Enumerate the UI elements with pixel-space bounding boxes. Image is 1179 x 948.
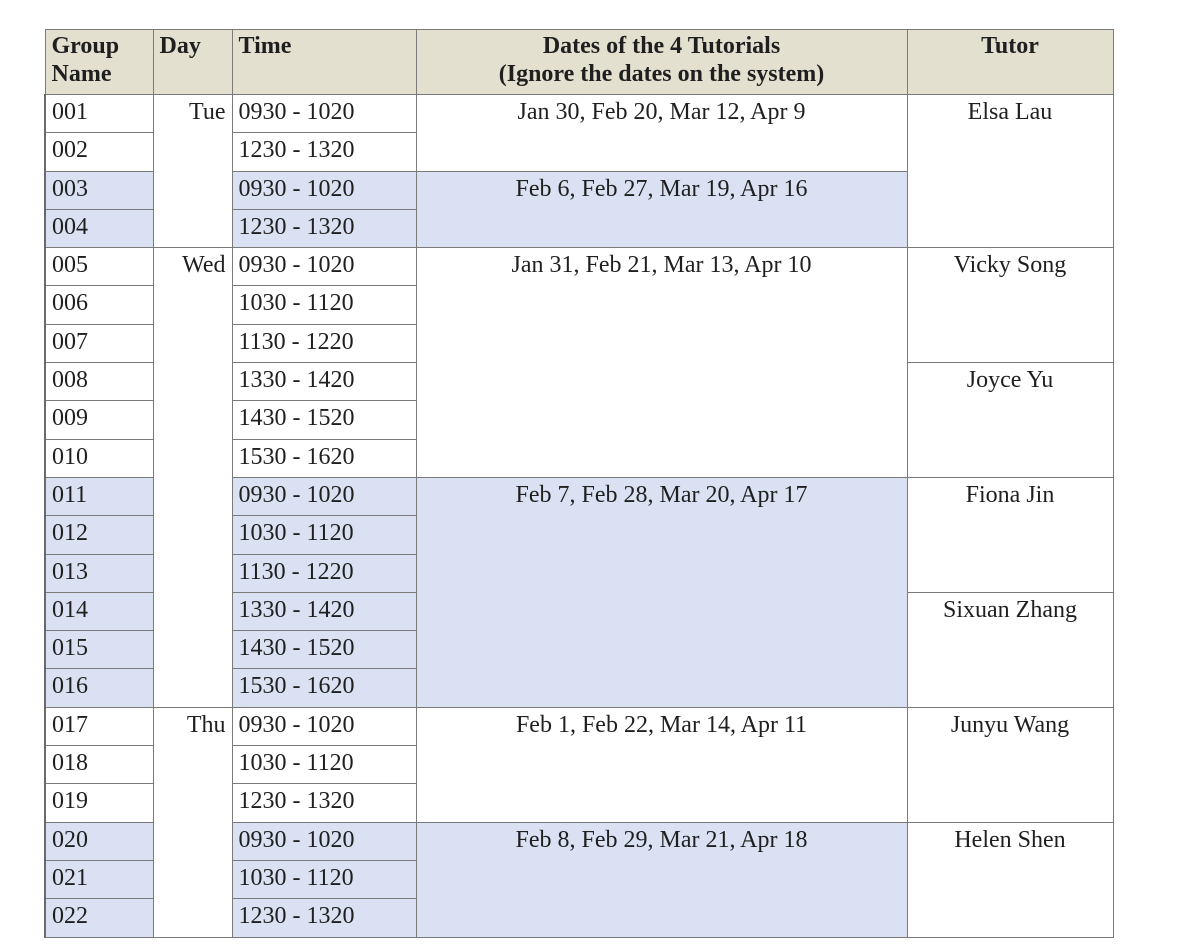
header-dates-line1: Dates of the 4 Tutorials <box>542 33 781 59</box>
tutor-cell: Elsa Lau <box>907 95 1113 248</box>
group-name-cell: 007 <box>45 324 153 362</box>
group-name-cell: 011 <box>45 477 153 515</box>
time-cell: 1430 - 1520 <box>232 631 416 669</box>
tutorial-dates-cell: Feb 1, Feb 22, Mar 14, Apr 11 <box>416 707 907 822</box>
time-cell: 1230 - 1320 <box>232 899 416 937</box>
group-name-cell: 013 <box>45 554 153 592</box>
time-cell: 1330 - 1420 <box>232 363 416 401</box>
header-group-line1: Group <box>51 33 120 59</box>
tutorial-dates-cell: Feb 8, Feb 29, Mar 21, Apr 18 <box>416 822 907 937</box>
time-cell: 1030 - 1120 <box>232 286 416 324</box>
header-day: Day <box>153 30 232 95</box>
time-cell: 1530 - 1620 <box>232 669 416 707</box>
header-row <box>45 30 1113 95</box>
group-name-cell: 016 <box>45 669 153 707</box>
header-dates-line2: (Ignore the dates on the system) <box>498 61 825 87</box>
table-row <box>45 248 1113 286</box>
tutor-cell: Helen Shen <box>907 822 1113 937</box>
table-row <box>45 95 1113 133</box>
group-name-cell: 003 <box>45 171 153 209</box>
group-name-cell: 008 <box>45 363 153 401</box>
group-name-cell: 001 <box>45 95 153 133</box>
time-cell: 1330 - 1420 <box>232 592 416 630</box>
time-cell: 1030 - 1120 <box>232 860 416 898</box>
day-cell: Tue <box>153 95 232 248</box>
group-name-cell: 006 <box>45 286 153 324</box>
group-name-cell: 012 <box>45 516 153 554</box>
header-tutor: Tutor <box>907 30 1113 95</box>
time-cell: 1030 - 1120 <box>232 516 416 554</box>
tutorial-dates-cell: Feb 6, Feb 27, Mar 19, Apr 16 <box>416 171 907 248</box>
time-cell: 1230 - 1320 <box>232 133 416 171</box>
time-cell: 0930 - 1020 <box>232 707 416 745</box>
group-name-cell: 020 <box>45 822 153 860</box>
group-name-cell: 015 <box>45 631 153 669</box>
time-cell: 1130 - 1220 <box>232 554 416 592</box>
time-cell: 1030 - 1120 <box>232 746 416 784</box>
tutor-cell: Sixuan Zhang <box>907 592 1113 707</box>
group-name-cell: 004 <box>45 209 153 247</box>
day-cell: Thu <box>153 707 232 937</box>
group-name-cell: 021 <box>45 860 153 898</box>
day-cell: Wed <box>153 248 232 708</box>
time-cell: 1530 - 1620 <box>232 439 416 477</box>
time-cell: 0930 - 1020 <box>232 477 416 515</box>
header-group-name <box>45 30 153 95</box>
group-name-cell: 005 <box>45 248 153 286</box>
time-cell: 1230 - 1320 <box>232 784 416 822</box>
tutor-cell: Junyu Wang <box>907 707 1113 822</box>
group-name-cell: 018 <box>45 746 153 784</box>
group-name-cell: 002 <box>45 133 153 171</box>
header-group-line2: Name <box>51 61 112 87</box>
time-cell: 1430 - 1520 <box>232 401 416 439</box>
time-cell: 0930 - 1020 <box>232 248 416 286</box>
table-body <box>45 95 1113 938</box>
tutor-cell: Joyce Yu <box>907 363 1113 478</box>
tutorial-schedule-table <box>44 29 1114 938</box>
tutorial-dates-cell: Jan 31, Feb 21, Mar 13, Apr 10 <box>416 248 907 478</box>
group-name-cell: 022 <box>45 899 153 937</box>
header-time: Time <box>232 30 416 95</box>
group-name-cell: 017 <box>45 707 153 745</box>
tutor-cell: Fiona Jin <box>907 477 1113 592</box>
time-cell: 1230 - 1320 <box>232 209 416 247</box>
group-name-cell: 014 <box>45 592 153 630</box>
time-cell: 0930 - 1020 <box>232 822 416 860</box>
group-name-cell: 010 <box>45 439 153 477</box>
tutorial-dates-cell: Feb 7, Feb 28, Mar 20, Apr 17 <box>416 477 907 707</box>
tutor-cell: Vicky Song <box>907 248 1113 363</box>
time-cell: 1130 - 1220 <box>232 324 416 362</box>
header-dates <box>416 30 907 95</box>
group-name-cell: 019 <box>45 784 153 822</box>
time-cell: 0930 - 1020 <box>232 171 416 209</box>
group-name-cell: 009 <box>45 401 153 439</box>
table-row <box>45 707 1113 745</box>
tutorial-dates-cell: Jan 30, Feb 20, Mar 12, Apr 9 <box>416 95 907 172</box>
time-cell: 0930 - 1020 <box>232 95 416 133</box>
